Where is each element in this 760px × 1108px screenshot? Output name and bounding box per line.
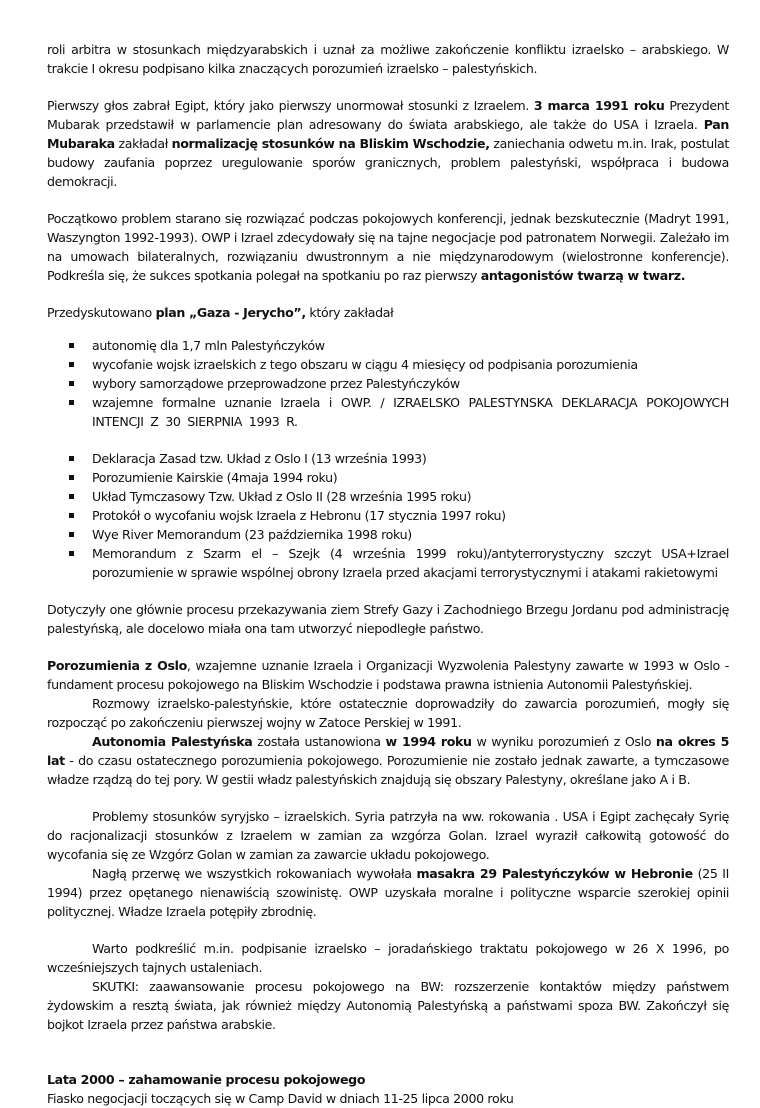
bullet-icon [69, 475, 74, 480]
paragraph-jordan: Warto podkreślić m.in. podpisanie izraelsko – joradańskiego traktatu pokojowego w 26 X 1996, po wcześniejszych tajnych ustaleniach. [47, 941, 729, 975]
list-item [47, 544, 729, 582]
list-item-text: wzajemne formalne uznanie Izraela i OWP. / IZRAELSKO PALESTYNSKA DEKLARACJA POKOJOWYCH INTENCJI Z 30 SIERPNIA 1993 R. [92, 395, 729, 429]
text: , wzajemne uznanie Izraela i Organizacji Wyzwolenia Palestyny zawarte w 1993 w Oslo - fundament procesu pokojowego na Bliskim Wschodzie i podstawa prawna istnienia Autonomii Palestyńskiej. [47, 658, 729, 692]
bold-text: normalizację stosunków na Bliskim Wschodzie, [171, 136, 490, 151]
list-item-text: Protokół o wycofaniu wojsk Izraela z Hebronu (17 stycznia 1997 roku) [92, 508, 506, 523]
list-item [47, 468, 729, 487]
bullet-icon [69, 400, 74, 405]
bullet-icon [69, 362, 74, 367]
list-item-text: wybory samorządowe przeprowadzone przez Palestyńczyków [92, 376, 460, 391]
list-item-text: wycofanie wojsk izraelskich z tego obszaru w ciągu 4 miesięcy od podpisania porozumienia [92, 357, 638, 372]
bold-text: antagonistów twarzą w twarz. [480, 268, 686, 283]
list-item-text: Wye River Memorandum (23 października 1998 roku) [92, 527, 412, 542]
list-item-text: Układ Tymczasowy Tzw. Układ z Oslo II (28 września 1995 roku) [92, 489, 472, 504]
text: (25 II 1994) przez opętanego nienawiścią szowinistę. OWP uzyskała moralne i polityczne wsparcie szerokiej opinii politycznej. Władze Izraela potępiły zbrodnię. [47, 866, 729, 919]
bullet-icon [69, 551, 74, 556]
bullet-icon [69, 343, 74, 348]
list-item-text: Deklaracja Zasad tzw. Układ z Oslo I (13 września 1993) [92, 451, 427, 466]
bold-text: Porozumienia z Oslo [47, 658, 187, 673]
bullet-icon [69, 532, 74, 537]
document-page [47, 40, 729, 1108]
paragraph-syria: Problemy stosunków syryjsko – izraelskich. Syria patrzyła na ww. rokowania . USA i Egipt zachęcały Syrię do racjonalizacji stosunków z Izraelem w zamian za wzgórza Golan. Izrael wyraził całkowitą gotowość do wycofania się ze Wzgórz Golan w zamian za zawarcie układu pokojowego. [47, 809, 729, 862]
list-item-text: Memorandum z Szarm el – Szejk (4 września 1999 roku)/antyterrorystyczny szczyt USA+Izrael porozumienie w sprawie wspólnej obrony Izraela przed akacjami terrorystycznymi i atakami rakietowymi [92, 546, 729, 580]
paragraph-hebron [47, 864, 729, 921]
paragraph-camp-david: Fiasko negocjacji toczących się w Camp David w dniach 11-25 lipca 2000 roku [47, 1091, 514, 1106]
section-heading: Lata 2000 – zahamowanie procesu pokojowego [47, 1072, 366, 1087]
text: który zakładał [305, 305, 394, 320]
bullet-icon [69, 456, 74, 461]
bold-text: masakra 29 Palestyńczyków w Hebronie [416, 866, 693, 881]
text: - do czasu ostatecznego porozumienia pokojowego. Porozumienie nie zostało jednak zawarte, a tymczasowe władze rządzą do tej pory. W gestii władz palestyńskich znajdują się obszary Palestyny, określane jako A i B. [47, 753, 729, 787]
list-item [47, 355, 729, 374]
text: Początkowo problem starano się rozwiązać podczas pokojowych konferencji, jednak bezskutecznie (Madryt 1991, Waszyngton 1992-1993). OWP i Izrael zdecydowały się na tajne negocjacje pod patronatem Norwegii. Zależało im na umowach bilateralnych, rozwiązaniu dwustronnym a nie międzynarodowym (wielostronne konferencje). Podkreśla się, że sukces spotkania polegał na spotkaniu po raz pierwszy [47, 211, 729, 283]
bold-text: plan „Gaza - Jerycho”, [155, 305, 306, 320]
bullet-icon [69, 381, 74, 386]
list-item [47, 449, 729, 468]
list-item [47, 393, 729, 431]
paragraph-negotiations [47, 209, 729, 285]
list-item [47, 374, 729, 393]
text: została ustanowiona [252, 734, 386, 749]
list-item [47, 487, 729, 506]
paragraph-talks: Rozmowy izraelsko-palestyńskie, które ostatecznie doprowadziły do zawarcia porozumień, mogły się rozpocząć po zakończeniu pierwszej wojny w Zatoce Perskiej w 1991. [47, 696, 729, 730]
paragraph-intro: roli arbitra w stosunkach międzyarabskich i uznał za możliwe zakończenie konfliktu izraelsko – arabskiego. W trakcie I okresu podpisano kilka znaczących porozumień izraelsko – palestyńskich. [47, 42, 729, 76]
text: zaniechania odwetu m.in. Irak, postulat budowy zaufania poprzez uregulowanie sporów granicznych, problem palestyński, współpraca i budowa demokracji. [47, 136, 729, 189]
text: w wyniku porozumień z Oslo [471, 734, 656, 749]
text: zakładał [114, 136, 172, 151]
list-item [47, 336, 729, 355]
paragraph-plan [47, 303, 729, 322]
bold-date: 3 marca 1991 roku [533, 98, 665, 113]
text: Prezydent Mubarak przedstawił w parlamencie plan adresowany do świata arabskiego, ale także do USA i Izraela. [47, 98, 729, 132]
list-item [47, 506, 729, 525]
text: Nagłą przerwę we wszystkich rokowaniach wywołała [92, 866, 417, 881]
list-item [47, 525, 729, 544]
list-item-text: autonomię dla 1,7 mln Palestyńczyków [92, 338, 325, 353]
bullet-icon [69, 513, 74, 518]
paragraph-oslo [47, 656, 729, 694]
paragraph-effects: SKUTKI: zaawansowanie procesu pokojowego na BW: rozszerzenie kontaktów między państwem żydowskim a resztą świata, jak również między Autonomią Palestyńską a państwami spoza BW. Zakończył się bojkot Izraela przez państwa arabskie. [47, 979, 729, 1032]
agreements-bullet-list [47, 449, 729, 582]
paragraph-autonomy [47, 732, 729, 789]
text: Pierwszy głos zabrał Egipt, który jako pierwszy unormował stosunki z Izraelem. [47, 98, 534, 113]
bold-text: Pan Mubaraka [47, 117, 729, 151]
paragraph-territories: Dotyczyły one głównie procesu przekazywania ziem Strefy Gazy i Zachodniego Brzegu Jordanu pod administrację palestyńską, ale docelowo miała ona tam utworzyć niepodległe państwo. [47, 602, 729, 636]
plan-bullet-list [47, 336, 729, 431]
bullet-icon [69, 494, 74, 499]
text: Przedyskutowano [47, 305, 156, 320]
bold-text: Autonomia Palestyńska [92, 734, 253, 749]
paragraph-egypt [47, 96, 729, 191]
bold-text: w 1994 roku [385, 734, 472, 749]
list-item-text: Porozumienie Kairskie (4maja 1994 roku) [92, 470, 338, 485]
bold-text: na okres 5 lat [47, 734, 730, 768]
